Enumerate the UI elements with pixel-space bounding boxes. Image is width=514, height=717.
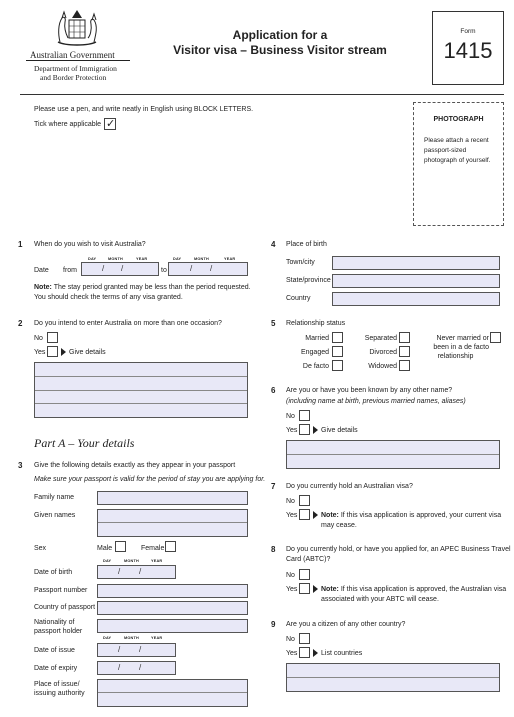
- government-name: Australian Government: [30, 50, 115, 60]
- q6-details-field[interactable]: [286, 440, 500, 469]
- q7-yes-checkbox[interactable]: [299, 509, 310, 520]
- q3-question: Give the following details exactly as they appear in your passport: [34, 462, 236, 469]
- q1-note: Note: The stay period granted may be less than the period requested.: [34, 284, 251, 291]
- q3-subnote: Make sure your passport is valid for the period of stay you are applying for.: [34, 476, 266, 483]
- q3-male-label: Male: [97, 545, 113, 552]
- q5-de-facto-label: De facto: [302, 363, 329, 370]
- q9-countries-field[interactable]: [286, 663, 500, 692]
- q5-de-facto-checkbox[interactable]: [332, 360, 343, 371]
- form-number: 1415: [443, 38, 493, 63]
- q5-separated-checkbox[interactable]: [399, 332, 410, 343]
- q4-state-field[interactable]: [332, 274, 500, 288]
- q5-married-label: Married: [305, 335, 329, 342]
- q3-date-of-expiry-label: Date of expiry: [34, 665, 78, 672]
- q9-yes-checkbox[interactable]: [299, 647, 310, 658]
- q3-family-name-field[interactable]: [97, 491, 248, 505]
- q8-yes-checkbox[interactable]: [299, 583, 310, 594]
- q1-from-year-header: YEAR: [136, 257, 148, 261]
- q3-dob-field[interactable]: [97, 565, 176, 579]
- q3-dob-month-header: MONTH: [124, 559, 139, 563]
- q1-from-date-field[interactable]: [81, 262, 159, 276]
- form-number-box: [432, 11, 504, 85]
- q2-no-label: No: [34, 335, 43, 342]
- q8-number: 8: [271, 545, 276, 554]
- q8-no-label: No: [286, 572, 295, 579]
- date-separator: /: [139, 567, 142, 576]
- date-separator: /: [118, 645, 121, 654]
- date-separator: /: [139, 645, 142, 654]
- q6-question: Are you or have you been known by any other name?: [286, 387, 453, 394]
- q2-yes-checkbox[interactable]: [47, 346, 58, 357]
- q3-passport-number-label: Passport number: [34, 587, 88, 594]
- q6-number: 6: [271, 386, 276, 395]
- photograph-heading: PHOTOGRAPH: [433, 116, 484, 123]
- q2-no-checkbox[interactable]: [47, 332, 58, 343]
- date-separator: /: [118, 567, 121, 576]
- q2-number: 2: [18, 319, 23, 328]
- q3-country-of-passport-label: Country of passport: [34, 604, 96, 611]
- arrow-right-icon: [61, 348, 66, 356]
- q5-divorced-label: Divorced: [369, 349, 397, 356]
- q3-number: 3: [18, 461, 23, 470]
- q7-question: Do you currently hold an Australian visa?: [286, 483, 413, 490]
- q1-note-line2: You should check the terms of any visa granted.: [34, 294, 183, 301]
- form-title-line2: Visitor visa – Business Visitor stream: [173, 43, 387, 57]
- q6-subnote: (including name at birth, previous married names, aliases): [286, 398, 466, 405]
- q9-yes-label: Yes: [286, 650, 298, 657]
- q3-date-of-issue-label: Date of issue: [34, 647, 75, 654]
- photograph-text: Please attach a recent passport-sized photograph of yourself.: [424, 137, 491, 164]
- date-separator: /: [139, 663, 142, 672]
- q1-from-day-header: DAY: [88, 257, 97, 261]
- q1-from-month-header: MONTH: [108, 257, 123, 261]
- q3-date-of-expiry-field[interactable]: [97, 661, 176, 675]
- q6-no-checkbox[interactable]: [299, 410, 310, 421]
- q6-yes-label: Yes: [286, 427, 298, 434]
- form-title-line1: Application for a: [232, 28, 328, 42]
- q6-give-details-label: Give details: [321, 427, 358, 434]
- q3-issue-day-header: DAY: [103, 636, 112, 640]
- q4-question: Place of birth: [286, 241, 327, 248]
- tick-label: Tick where applicable: [34, 121, 102, 128]
- department-name-line1: Department of Immigration: [34, 64, 117, 73]
- q5-divorced-checkbox[interactable]: [399, 346, 410, 357]
- q3-place-of-issue-label: Place of issue/ issuing authority: [34, 681, 85, 697]
- department-name-line2: and Border Protection: [40, 73, 107, 82]
- q3-date-of-issue-field[interactable]: [97, 643, 176, 657]
- q4-town-label: Town/city: [286, 259, 315, 266]
- q3-dob-year-header: YEAR: [151, 559, 163, 563]
- q3-issue-month-header: MONTH: [124, 636, 139, 640]
- q9-question: Are you a citizen of any other country?: [286, 621, 406, 628]
- q7-no-checkbox[interactable]: [299, 495, 310, 506]
- q1-to-month-header: MONTH: [194, 257, 209, 261]
- date-separator: /: [190, 264, 193, 273]
- q3-sex-label: Sex: [34, 545, 47, 552]
- q5-widowed-label: Widowed: [368, 363, 397, 370]
- q9-number: 9: [271, 620, 276, 629]
- q8-yes-label: Yes: [286, 586, 298, 593]
- q1-to-date-field[interactable]: [168, 262, 248, 276]
- intro-instruction: Please use a pen, and write neatly in English using BLOCK LETTERS.: [34, 106, 254, 113]
- government-crest-logo: [52, 8, 102, 48]
- arrow-right-icon: [313, 426, 318, 434]
- q6-no-label: No: [286, 413, 295, 420]
- q4-number: 4: [271, 240, 276, 249]
- q5-engaged-checkbox[interactable]: [332, 346, 343, 357]
- q9-no-label: No: [286, 636, 295, 643]
- q1-to-day-header: DAY: [173, 257, 182, 261]
- q2-details-field[interactable]: [34, 362, 248, 418]
- q3-given-names-label: Given names: [34, 512, 76, 519]
- q1-to-year-header: YEAR: [224, 257, 236, 261]
- q3-country-of-passport-field[interactable]: [97, 601, 248, 615]
- date-separator: /: [102, 264, 105, 273]
- q7-number: 7: [271, 482, 276, 491]
- tick-mark: ✓: [106, 118, 116, 130]
- header-divider: [26, 60, 130, 61]
- q2-yes-label: Yes: [34, 349, 46, 356]
- part-a-heading: Part A – Your details: [34, 436, 135, 450]
- q3-passport-number-field[interactable]: [97, 584, 248, 598]
- arrow-right-icon: [313, 585, 318, 593]
- q7-yes-label: Yes: [286, 512, 298, 519]
- q3-male-checkbox[interactable]: [115, 541, 126, 552]
- q4-country-label: Country: [286, 295, 311, 302]
- q1-date-label: Date: [34, 267, 49, 274]
- q8-no-checkbox[interactable]: [299, 569, 310, 580]
- q3-nationality-field[interactable]: [97, 619, 248, 633]
- q8-question-line2: Card (ABTC)?: [286, 556, 331, 563]
- q5-widowed-checkbox[interactable]: [399, 360, 410, 371]
- q3-given-names-field[interactable]: [97, 509, 248, 537]
- arrow-right-icon: [313, 511, 318, 519]
- q3-dob-day-header: DAY: [103, 559, 112, 563]
- q8-note: Note: If this visa application is approved, the Australian visa: [321, 586, 507, 593]
- q9-no-checkbox[interactable]: [299, 633, 310, 644]
- q2-question: Do you intend to enter Australia on more than one occasion?: [34, 320, 222, 327]
- q4-country-field[interactable]: [332, 292, 500, 306]
- q4-state-label: State/province: [286, 277, 331, 284]
- date-separator: /: [210, 264, 213, 273]
- q3-place-of-issue-field[interactable]: [97, 679, 248, 707]
- tick-example-box: [104, 118, 116, 130]
- q2-give-details-label: Give details: [69, 349, 106, 356]
- q5-never-married-checkbox[interactable]: [490, 332, 501, 343]
- q4-town-field[interactable]: [332, 256, 500, 270]
- q3-issue-year-header: YEAR: [151, 636, 163, 640]
- q8-question-line1: Do you currently hold, or have you applied for, an APEC Business Travel: [286, 546, 511, 553]
- form-label: Form: [460, 28, 476, 35]
- q5-separated-label: Separated: [364, 335, 397, 342]
- q5-number: 5: [271, 319, 276, 328]
- header-rule: [20, 94, 504, 95]
- q3-nationality-label: Nationality of passport holder: [34, 619, 83, 635]
- q3-female-label: Female: [141, 545, 165, 552]
- q6-yes-checkbox[interactable]: [299, 424, 310, 435]
- form-title: [150, 28, 410, 58]
- arrow-right-icon: [313, 649, 318, 657]
- q9-list-countries-label: List countries: [321, 650, 363, 657]
- photograph-box: [413, 102, 504, 226]
- q7-no-label: No: [286, 498, 295, 505]
- q5-married-checkbox[interactable]: [332, 332, 343, 343]
- q8-note-line2: associated with your ABTC will cease.: [321, 596, 439, 603]
- date-separator: /: [118, 663, 121, 672]
- q1-number: 1: [18, 240, 23, 249]
- q1-question: When do you wish to visit Australia?: [34, 241, 146, 248]
- date-separator: /: [121, 264, 124, 273]
- q5-engaged-label: Engaged: [300, 349, 329, 356]
- q5-question: Relationship status: [286, 320, 346, 327]
- q7-note-line2: may cease.: [321, 522, 357, 529]
- q1-to-label: to: [161, 267, 167, 274]
- q3-family-name-label: Family name: [34, 494, 75, 501]
- q3-dob-label: Date of birth: [34, 569, 73, 576]
- q7-note: Note: If this visa application is approved, your current visa: [321, 512, 502, 519]
- q5-never-married-label: Never married or been in a de facto relationship: [433, 335, 489, 360]
- q3-female-checkbox[interactable]: [165, 541, 176, 552]
- q1-from-label: from: [63, 267, 77, 274]
